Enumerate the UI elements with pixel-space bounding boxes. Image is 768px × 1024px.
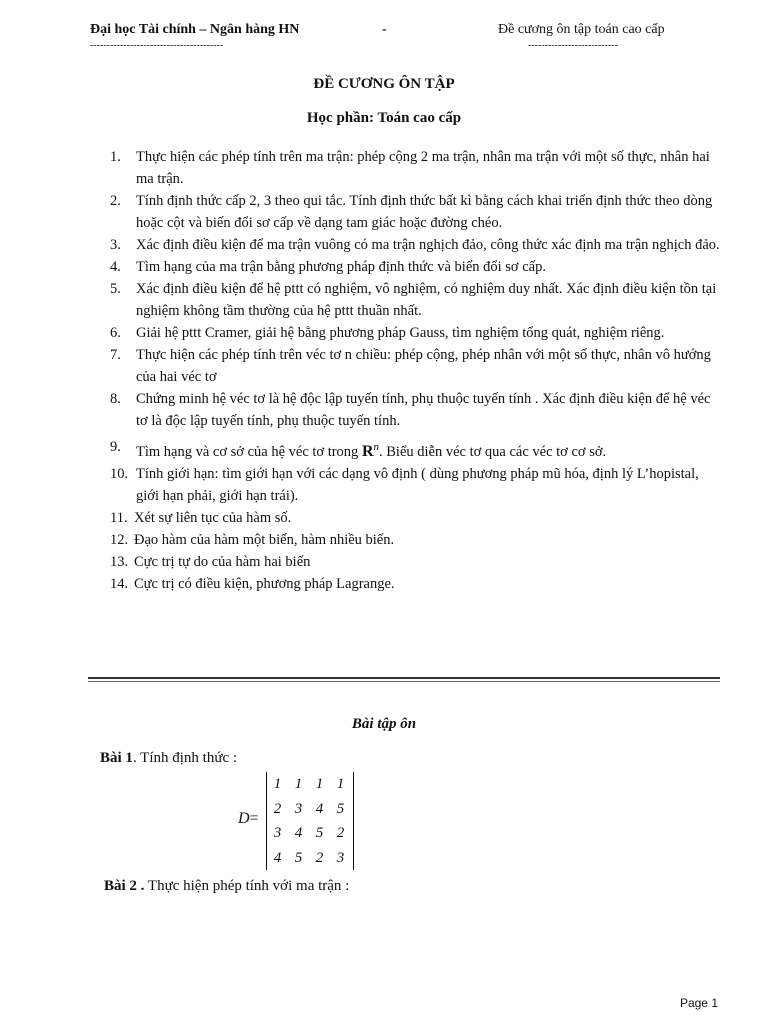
math-exponent-n: n: [373, 441, 379, 453]
list-item: [110, 234, 722, 256]
list-item-text: Chứng minh hệ véc tơ là hệ độc lập tuyến tính, phụ thuộc tuyến tính . Xác định điều kiện để hệ véc tơ là độc lập tuyến tính, phụ thuộc tuyến tính.: [136, 391, 711, 429]
list-item-number: 12.: [110, 531, 129, 548]
list-item-number: 3.: [110, 237, 121, 253]
list-item: [110, 436, 722, 463]
list-item-number: 6.: [110, 325, 121, 341]
determinant-matrix: [266, 772, 354, 870]
list-item-number: 8.: [110, 391, 121, 407]
list-item-text: . Biểu diễn véc tơ qua các véc tơ cơ sở.: [379, 443, 607, 460]
matrix-row: [267, 821, 353, 846]
list-item-text: Đạo hàm của hàm một biến, hàm nhiều biến.: [134, 531, 395, 548]
list-item: [110, 190, 722, 234]
list-item-number: 9.: [110, 439, 121, 455]
matrix-row: [267, 846, 353, 871]
matrix-cell: 3: [273, 825, 282, 841]
list-item-text: Tính giới hạn: tìm giới hạn với các dạng vô định ( dùng phương pháp mũ hóa, định lý L’hopistal, giới hạn phải, giới hạn trái).: [136, 465, 699, 504]
matrix-cell: 3: [336, 849, 345, 866]
list-item: [110, 573, 722, 595]
list-item-text: Thực hiện các phép tính trên véc tơ n chiều: phép cộng, phép nhân với một số thực, nhân vô hướng của hai véc tơ: [136, 347, 711, 385]
list-item-number: 2.: [110, 193, 121, 209]
list-item-number: 7.: [110, 347, 121, 363]
matrix-cell: 5: [315, 825, 324, 841]
list-item: [110, 146, 722, 190]
exercise-2: [104, 878, 349, 895]
list-item-text: Giải hệ pttt Cramer, giải hệ bằng phương pháp Gauss, tìm nghiệm tổng quát, nghiệm riêng.: [136, 325, 665, 341]
list-item-number: 13.: [110, 553, 129, 570]
page-number: Page 1: [679, 996, 718, 1010]
exercises-heading: Bài tập ôn: [351, 716, 417, 732]
page-title: ĐỀ CƯƠNG ÔN TẬP: [313, 76, 455, 92]
exercise-1-text: . Tính định thức :: [132, 750, 238, 766]
list-item: [110, 388, 722, 432]
matrix-cell: 3: [294, 800, 303, 817]
matrix-cell: 1: [273, 776, 282, 792]
course-subtitle: Học phần: Toán cao cấp: [306, 110, 462, 126]
study-outline-list: [110, 146, 722, 595]
list-item-number: 10.: [110, 465, 129, 482]
matrix-cell: 1: [294, 776, 303, 792]
exercise-2-text: Thực hiện phép tính với ma trận :: [144, 878, 350, 894]
matrix-row: [267, 797, 353, 822]
list-item-number: 5.: [110, 281, 121, 297]
list-item-number: 1.: [110, 149, 121, 165]
matrix-cell: 2: [273, 800, 282, 817]
matrix-cell: 5: [294, 849, 303, 866]
list-item: [110, 256, 722, 278]
exercise-1-label: Bài 1: [100, 750, 133, 766]
header-separator: -: [382, 22, 387, 37]
matrix-cell: 2: [336, 825, 345, 841]
list-item-number: 4.: [110, 259, 121, 275]
list-item-text: Tìm hạng của ma trận bằng phương pháp định thức và biến đổi sơ cấp.: [136, 259, 546, 275]
list-item: [110, 507, 722, 529]
list-item: [110, 344, 722, 388]
list-item-text: Tìm hạng và cơ sở của hệ véc tơ trong: [136, 443, 362, 460]
matrix-cell: 4: [273, 849, 282, 866]
list-item: [110, 529, 722, 551]
matrix-cell: 5: [336, 800, 345, 817]
list-item: [110, 551, 722, 573]
list-item-text: Thực hiện các phép tính trên ma trận: phép cộng 2 ma trận, nhân ma trận với một số thực, nhân hai ma trận.: [136, 149, 710, 187]
exercise-2-label: Bài 2 .: [104, 878, 145, 894]
determinant-label: [238, 810, 259, 828]
equals-sign: =: [249, 810, 259, 827]
list-item-number: 11.: [110, 509, 128, 526]
section-divider: [88, 677, 720, 679]
matrix-cell: 4: [294, 825, 303, 841]
list-item-number: 14.: [110, 575, 129, 592]
list-item-text: Cực trị có điều kiện, phương pháp Lagrange.: [134, 575, 395, 592]
matrix-cell: 1: [336, 776, 345, 792]
matrix-row: [267, 772, 353, 797]
determinant-name: D: [238, 810, 250, 827]
exercise-1: [100, 750, 237, 767]
list-item: [110, 278, 722, 322]
header-institution: Đại học Tài chính – Ngân hàng HN: [90, 22, 300, 37]
matrix-cell: 1: [315, 776, 324, 792]
list-item-text: Tính định thức cấp 2, 3 theo qui tắc. Tính định thức bất kì bằng cách khai triển định thức theo dòng hoặc cột và biến đổi sơ cấp về dạng tam giác hoặc đường chéo.: [136, 193, 713, 231]
matrix-cell: 4: [315, 800, 324, 817]
header-underline-left: ----------------------------------------: [90, 40, 224, 51]
list-item-text: Cực trị tự do của hàm hai biến: [134, 553, 311, 570]
page-header: [0, 22, 768, 58]
list-item-text: Xét sự liên tục của hàm số.: [134, 509, 292, 526]
list-item: [110, 463, 722, 507]
matrix-cell: 2: [315, 849, 324, 866]
header-document-title: Đề cương ôn tập toán cao cấp: [498, 22, 665, 37]
list-item: [110, 322, 722, 344]
header-underline-right: ---------------------------: [528, 40, 618, 51]
list-item-text: Xác định điều kiện để ma trận vuông có ma trận nghịch đảo, công thức xác định ma trận nghịch đảo.: [136, 237, 720, 253]
math-symbol-r: R: [361, 442, 374, 460]
list-item-text: Xác định điều kiện để hệ pttt có nghiệm, vô nghiệm, có nghiệm duy nhất. Xác định điều kiện tồn tại nghiệm không tầm thường của hệ pttt thuần nhất.: [136, 281, 717, 319]
section-divider-thin: [88, 681, 720, 682]
